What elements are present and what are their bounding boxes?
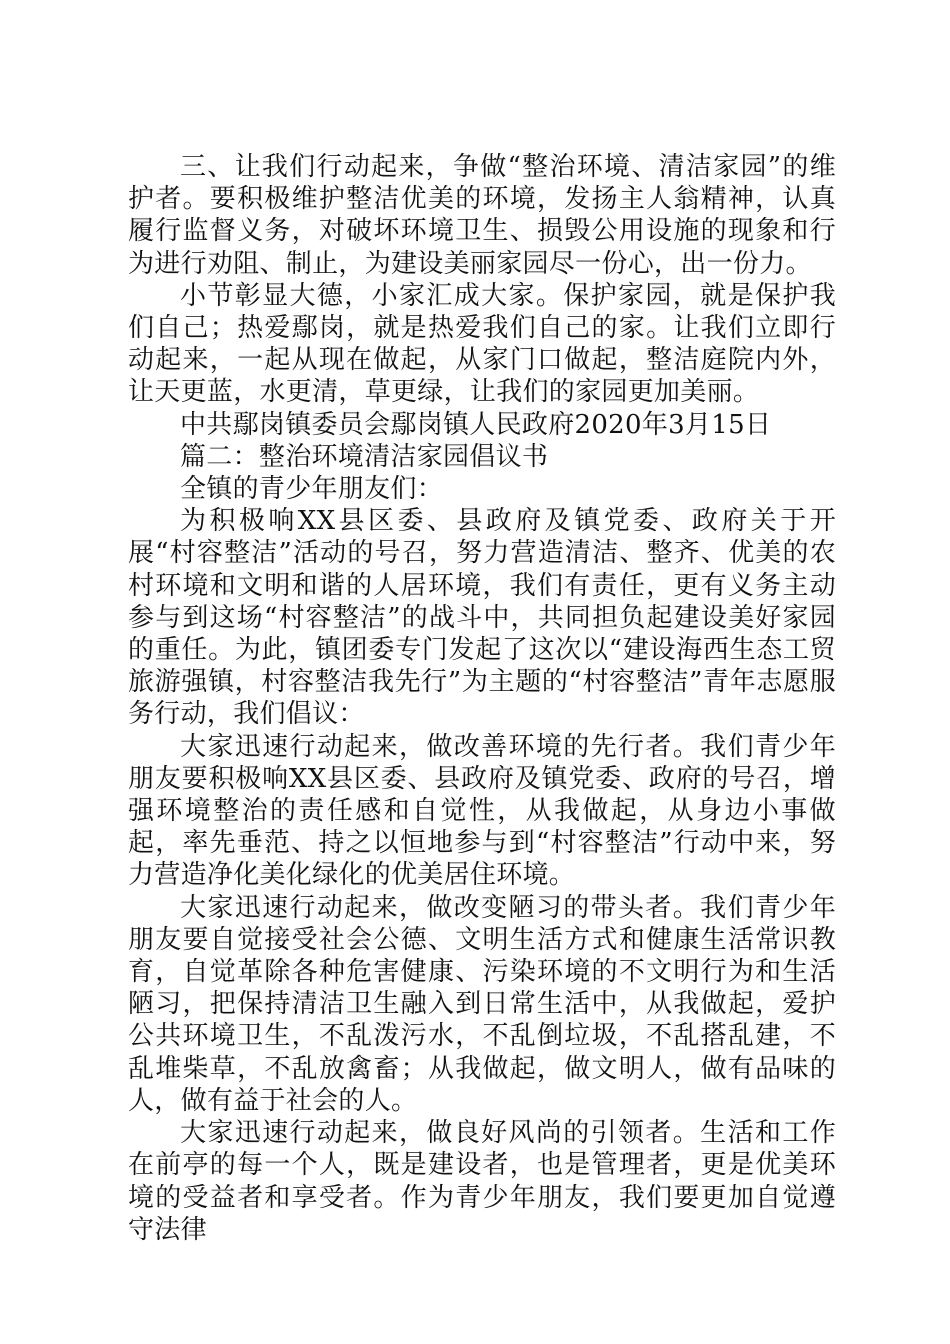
- paragraph-proposal-1: 大家迅速行动起来，做改善环境的先行者。我们青少年朋友要积极响XX县区委、县政府及镇党委、政府的号召，增强环境整治的责任感和自觉性，从我做起，从身边小事做起，率先垂范、持之以恒地参与到“村容整洁”行动中来，努力营造净化美化绿化的优美居住环境。: [128, 731, 836, 891]
- paragraph-1: 三、让我们行动起来，争做“整治环境、清洁家园”的维护者。要积极维护整洁优美的环境，发扬主人翁精神，认真履行监督义务，对破坏环境卫生、损毁公用设施的现象和行为进行劝阻、制止，为建设美丽家园尽一份心，出一份力。: [128, 152, 836, 279]
- salutation: 全镇的青少年朋友们：: [180, 474, 444, 505]
- signature-date-line: 中共鄢岗镇委员会鄢岗镇人民政府2020年3月15日: [180, 409, 772, 440]
- paragraph-intro: 为积极响XX县区委、县政府及镇党委、政府关于开展“村容整洁”活动的号召，努力营造清洁、整齐、优美的农村环境和文明和谐的人居环境，我们有责任，更有义务主动参与到这场“村容整洁”的战斗中，共同担负起建设美好家园的重任。为此，镇团委专门发起了这次以“建设海西生态工贸旅游强镇，村容整洁我先行”为主题的“村容整洁”青年志愿服务行动，我们倡议：: [128, 506, 836, 730]
- paragraph-proposal-2: 大家迅速行动起来，做改变陋习的带头者。我们青少年朋友要自觉接受社会公德、文明生活方式和健康生活常识教育，自觉革除各种危害健康、污染环境的不文明行为和生活陋习，把保持清洁卫生融入到日常生活中，从我做起，爱护公共环境卫生，不乱泼污水，不乱倒垃圾，不乱搭乱建，不乱堆柴草，不乱放禽畜；从我做起，做文明人，做有品味的人，做有益于社会的人。: [128, 892, 836, 1116]
- document-body: [128, 151, 836, 1246]
- paragraph-2: 小节彰显大德，小家汇成大家。保护家园，就是保护我们自己；热爱鄢岗，就是热爱我们自己的家。让我们立即行动起来，一起从现在做起，从家门口做起，整洁庭院内外，让天更蓝，水更清，草更绿，让我们的家园更加美丽。: [128, 280, 836, 408]
- paragraph-proposal-3: 大家迅速行动起来，做良好风尚的引领者。生活和工作在前亭的每一个人，既是建设者，也是管理者，更是优美环境的受益者和享受者。作为青少年朋友，我们要更加自觉遵守法律: [128, 1118, 836, 1245]
- section-heading: 篇二：整治环境清洁家园倡议书: [180, 441, 549, 472]
